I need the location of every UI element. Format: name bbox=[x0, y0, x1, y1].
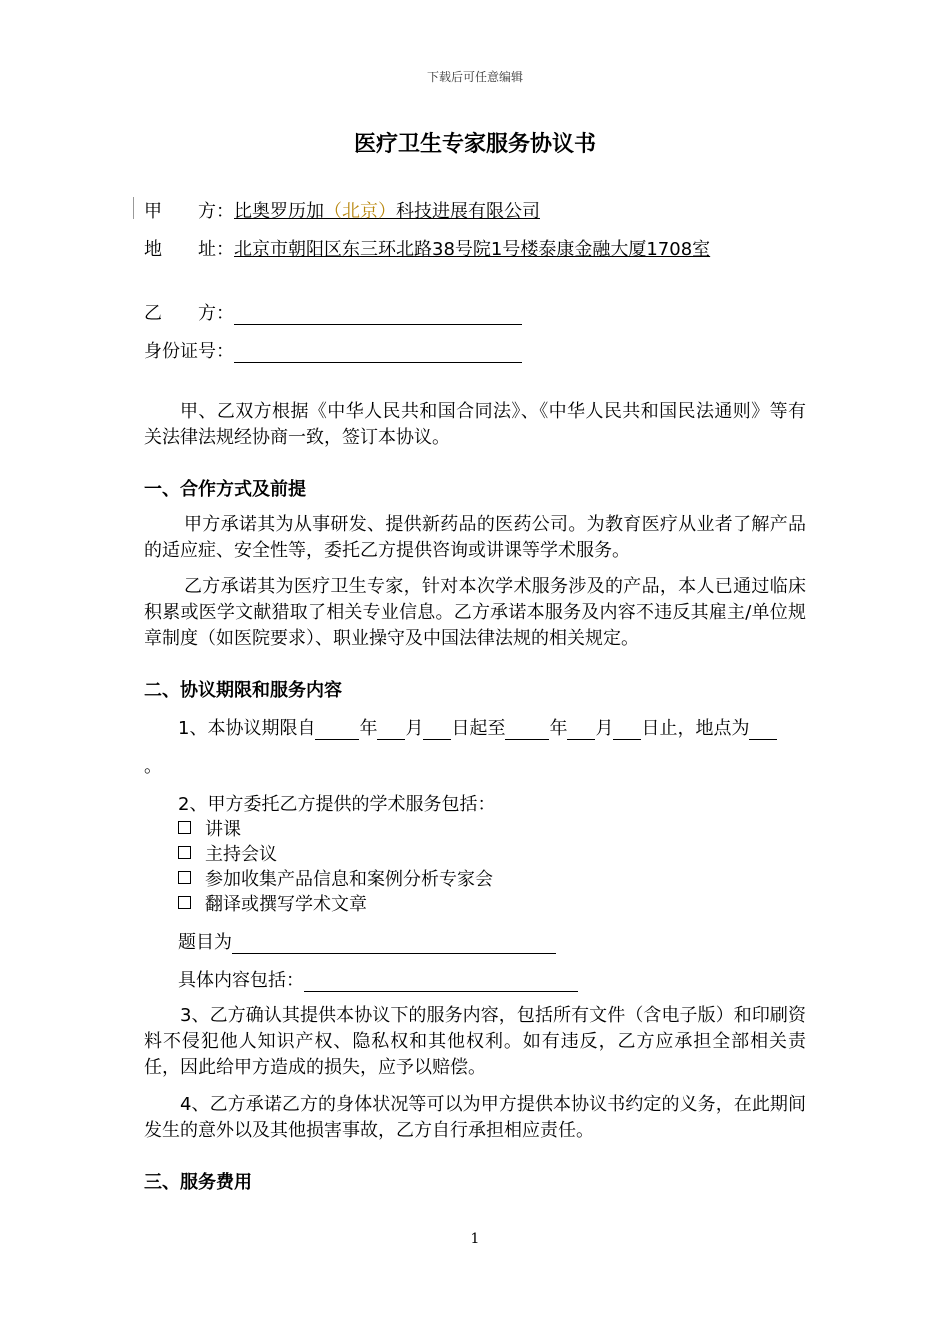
start-month-blank[interactable] bbox=[377, 721, 405, 740]
term-line: 1、本协议期限自 年 月 日起至 年 月 日止，地点为 bbox=[178, 714, 777, 740]
section3-heading: 三、服务费用 bbox=[144, 1172, 252, 1193]
end-year-blank[interactable] bbox=[505, 721, 549, 740]
content-blank[interactable] bbox=[304, 971, 578, 992]
option-translate-write: 翻译或撰写学术文章 bbox=[178, 890, 367, 916]
location-blank[interactable] bbox=[749, 721, 777, 740]
address-value: 北京市朝阳区东三环北路38号院1号楼泰康金融大厦1708室 bbox=[234, 239, 711, 260]
section2-paragraph-3: 3、乙方确认其提供本协议下的服务内容，包括所有文件（含电子版）和印刷资料不侵犯他人知识产权、隐私权和其他权利。如有违反，乙方应承担全部相关责任，因此给甲方造成的损失，应予以赔偿。 bbox=[144, 1005, 806, 1078]
checkbox-icon[interactable] bbox=[178, 821, 191, 834]
party-b-blank[interactable] bbox=[234, 304, 522, 325]
party-a-name: 比奥罗历加（北京）科技进展有限公司 bbox=[234, 201, 540, 222]
section1-paragraph-2: 乙方承诺其为医疗卫生专家，针对本次学术服务涉及的产品，本人已通过临床积累或医学文献猎取了相关专业信息。乙方承诺本服务及内容不违反其雇主/单位规章制度（如医院要求）、职业操守及中国法律法规的相关规定。 bbox=[144, 576, 806, 649]
section1-heading: 一、合作方式及前提 bbox=[144, 479, 306, 500]
party-a-label: 甲 方： bbox=[144, 201, 234, 222]
option-host-meeting: 主持会议 bbox=[178, 840, 277, 866]
option-expert-meeting: 参加收集产品信息和案例分析专家会 bbox=[178, 865, 493, 891]
checkbox-icon[interactable] bbox=[178, 871, 191, 884]
document-title: 医疗卫生专家服务协议书 bbox=[353, 132, 596, 157]
id-number-label: 身份证号： bbox=[144, 341, 234, 362]
content-label: 具体内容包括： bbox=[178, 970, 304, 991]
text-cursor bbox=[133, 197, 134, 219]
address-line bbox=[144, 235, 710, 261]
section1-paragraph-1: 甲方承诺其为从事研发、提供新药品的医药公司。为教育医疗从业者了解产品的适应症、安全性等，委托乙方提供咨询或讲课等学术服务。 bbox=[144, 514, 806, 561]
address-label: 地 址： bbox=[144, 239, 234, 260]
party-b-line bbox=[144, 299, 522, 325]
option-lecture: 讲课 bbox=[178, 815, 241, 841]
topic-label: 题目为 bbox=[178, 932, 232, 953]
checkbox-icon[interactable] bbox=[178, 896, 191, 909]
section2-heading: 二、协议期限和服务内容 bbox=[144, 680, 342, 701]
topic-blank[interactable] bbox=[232, 933, 556, 954]
term-end-period: 。 bbox=[144, 756, 162, 777]
header-note: 下载后可任意编辑 bbox=[426, 70, 523, 84]
page-number: 1 bbox=[470, 1231, 480, 1247]
services-intro: 2、甲方委托乙方提供的学术服务包括： bbox=[178, 794, 496, 815]
intro-paragraph: 甲、乙双方根据《中华人民共和国合同法》、《中华人民共和国民法通则》等有关法律法规经协商一致，签订本协议。 bbox=[144, 401, 806, 448]
id-number-blank[interactable] bbox=[234, 342, 522, 363]
topic-line bbox=[178, 928, 556, 954]
party-a-line bbox=[144, 197, 664, 223]
start-day-blank[interactable] bbox=[423, 721, 451, 740]
section2-paragraph-4: 4、乙方承诺乙方的身体状况等可以为甲方提供本协议书约定的义务，在此期间发生的意外以及其他损害事故，乙方自行承担相应责任。 bbox=[144, 1094, 806, 1141]
end-day-blank[interactable] bbox=[613, 721, 641, 740]
party-b-label: 乙 方： bbox=[144, 303, 234, 324]
checkbox-icon[interactable] bbox=[178, 846, 191, 859]
end-month-blank[interactable] bbox=[567, 721, 595, 740]
id-number-line bbox=[144, 337, 522, 363]
start-year-blank[interactable] bbox=[315, 721, 359, 740]
content-line bbox=[178, 966, 578, 992]
